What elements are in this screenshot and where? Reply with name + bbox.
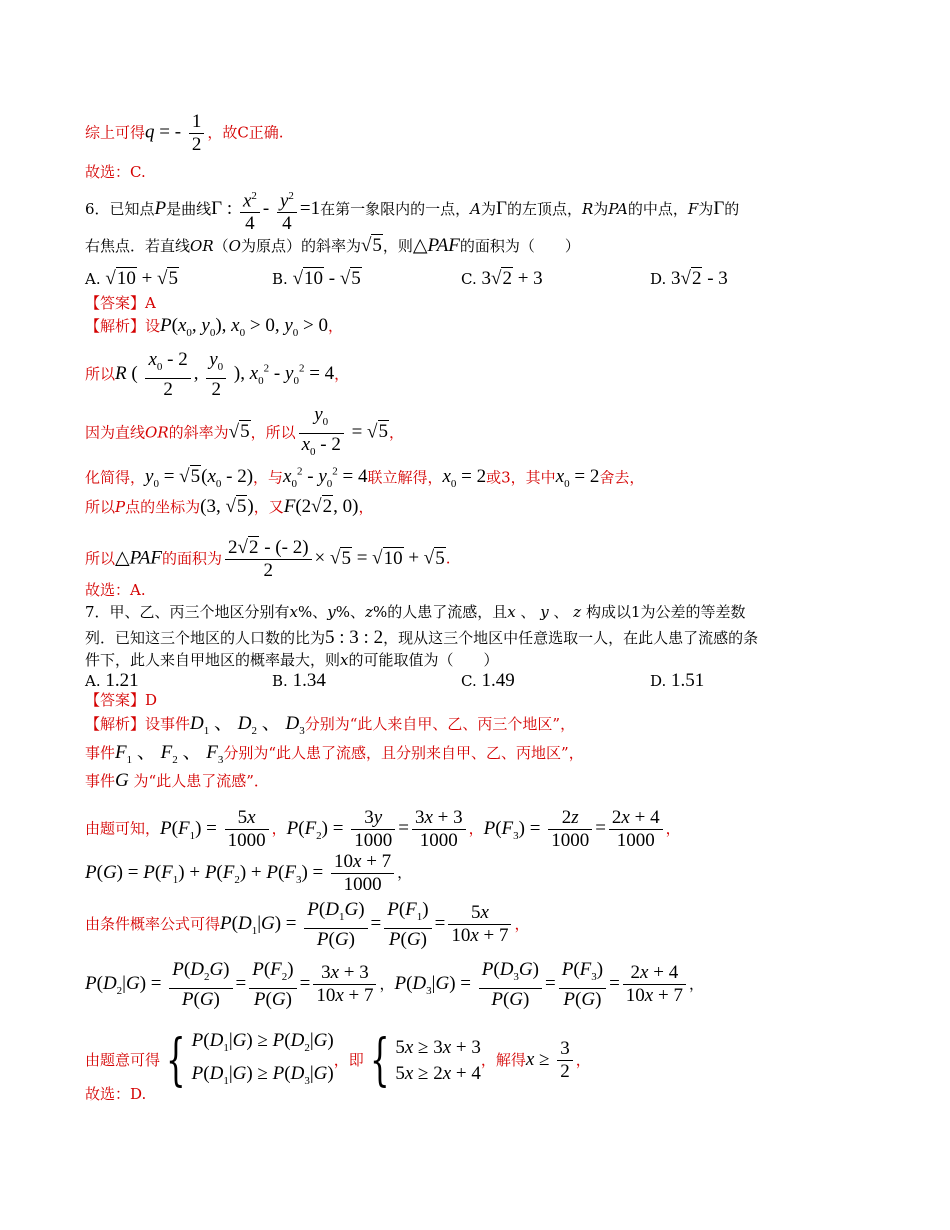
q6-exp-3: 因为直线OR的斜率为√5，所以 $\frac{y_0}{x_0 - 2}$ = √5， [85, 404, 405, 458]
q7-exp-1: 【解析】设事件$D_1$ 、 $D_2$ 、 $D_3$分别为“此人来自甲、乙、丙三个地区”， [85, 713, 576, 737]
q7-option-c: C. 1.49 [461, 670, 515, 691]
q6-exp-4: 化简得，$y_0 = √5(x_0 - 2)$，与$x_0^2 - y_0^2 = 4$联立解得，$x_0 = 2$或3，其中$x_0 = 2$舍去， [85, 466, 645, 491]
q6-option-a: A. √10 + √5 [85, 268, 178, 289]
q7-option-b: B. 1.34 [272, 670, 326, 691]
line-choice-c: 故选：C. [85, 163, 146, 181]
q6-exp-1: 【解析】设$P(x_0$, $y_0$), $x_0 > 0$, $y_0 > 0$， [85, 315, 343, 339]
q7-answer: 【答案】D [85, 691, 158, 709]
q7-exp-7: $P(D_2|G)$ = $\frac{P(D_2G)}{P(G)}$ = $\frac{P(F_2)}{P(G)}$ = $\frac{3x + 3}{10x + 7}$ ，$P(D_3|G)$ = $\frac{P(D_3G)}{P(G)}$ = $\frac{P(F_3)}{P(G)}$ = $\frac{2x + 4}{10x + 7}$ ， [85, 959, 704, 1010]
line-conclusion: 综上可得q = - $\frac{1}{2}$ ，故C正确. [85, 111, 284, 155]
q7-exp-2: 事件$F_1$ 、 $F_2$ 、 $F_3$分别为“此人患了流感，且分别来自甲、乙、丙地区”， [85, 742, 584, 766]
q6-exp-5: 所以P点的坐标为(3, √5)，又F(2√2, 0)， [85, 496, 374, 517]
q6-exp-2: 所以R ( $\frac{x_0 - 2}{2}$ , $\frac{y_0}{2}$ ), $x_0^2 - y_0^2 = 4$， [85, 349, 350, 400]
q7-stem-line3: 件下，此人来自甲地区的概率最大，则x的可能取值为（ ） [85, 651, 499, 669]
q6-stem-line1: 6．已知点P是曲线Γ : $\frac{x^2}{4}$ - $\frac{y^2}{4}$ =1在第一象限内的一点，A为Γ的左顶点，R为PA的中点，F为Γ的 [85, 186, 739, 234]
q6-option-b: B. √10 - √5 [272, 268, 361, 289]
q7-exp-3: 事件G 为“此人患了流感”． [85, 770, 269, 791]
q7-exp-5: $P(G) = P(F_1) + P(F_2) + P(F_3)$ = $\frac{10x + 7}{1000}$ ， [85, 851, 413, 895]
q6-stem-line2: 右焦点．若直线OR（O为原点）的斜率为√5，则△PAF的面积为（ ） [85, 235, 580, 256]
q7-final: 故选：D. [85, 1085, 147, 1103]
q7-exp-8: 由题意可得 { $P(D_1|G) \ge P(D_2|G)$ $P(D_1|G) \ge P(D_3|G)$ ，即 { 5x ≥ 3x + 3 5x ≥ 2x + 4 ，解得x ≥ $\frac{3}{2}$ ， [85, 1027, 591, 1093]
q6-option-d: D. 3√2 - 3 [650, 268, 728, 289]
q7-stem-line1: 7．甲、乙、丙三个地区分别有x%、y%、z%的人患了流感，且x 、 y 、 z 构成以1为公差的等差数 [85, 603, 746, 621]
q7-stem-line2: 列．已知这三个地区的人口数的比为5 : 3 : 2，现从这三个地区中任意选取一人，在此人患了流感的条 [85, 627, 759, 648]
q7-option-d: D. 1.51 [650, 670, 705, 691]
q6-answer: 【答案】A [85, 294, 156, 312]
q6-option-c: C. 3√2 + 3 [461, 268, 543, 289]
q7-exp-4: 由题可知，$P(F_1)$ = $\frac{5x}{1000}$ ，$P(F_2)$ = $\frac{3y}{1000}$ = $\frac{3x + 3}{1000}$ ，$P(F_3)$ = $\frac{2z}{1000}$ = $\frac{2x + 4}{1000}$ ， [85, 807, 681, 851]
q6-final: 故选：A. [85, 581, 146, 599]
q6-exp-6: 所以△PAF的面积为 $\frac{2√2 - (- 2)}{2}$ × √5 = √10 + √5. [85, 537, 451, 581]
q7-exp-6: 由条件概率公式可得$P(D_1|G)$ = $\frac{P(D_1G)}{P(G)}$ = $\frac{P(F_1)}{P(G)}$ = $\frac{5x}{10x + 7}$ ， [85, 899, 530, 950]
q7-option-a: A. 1.21 [85, 670, 139, 691]
